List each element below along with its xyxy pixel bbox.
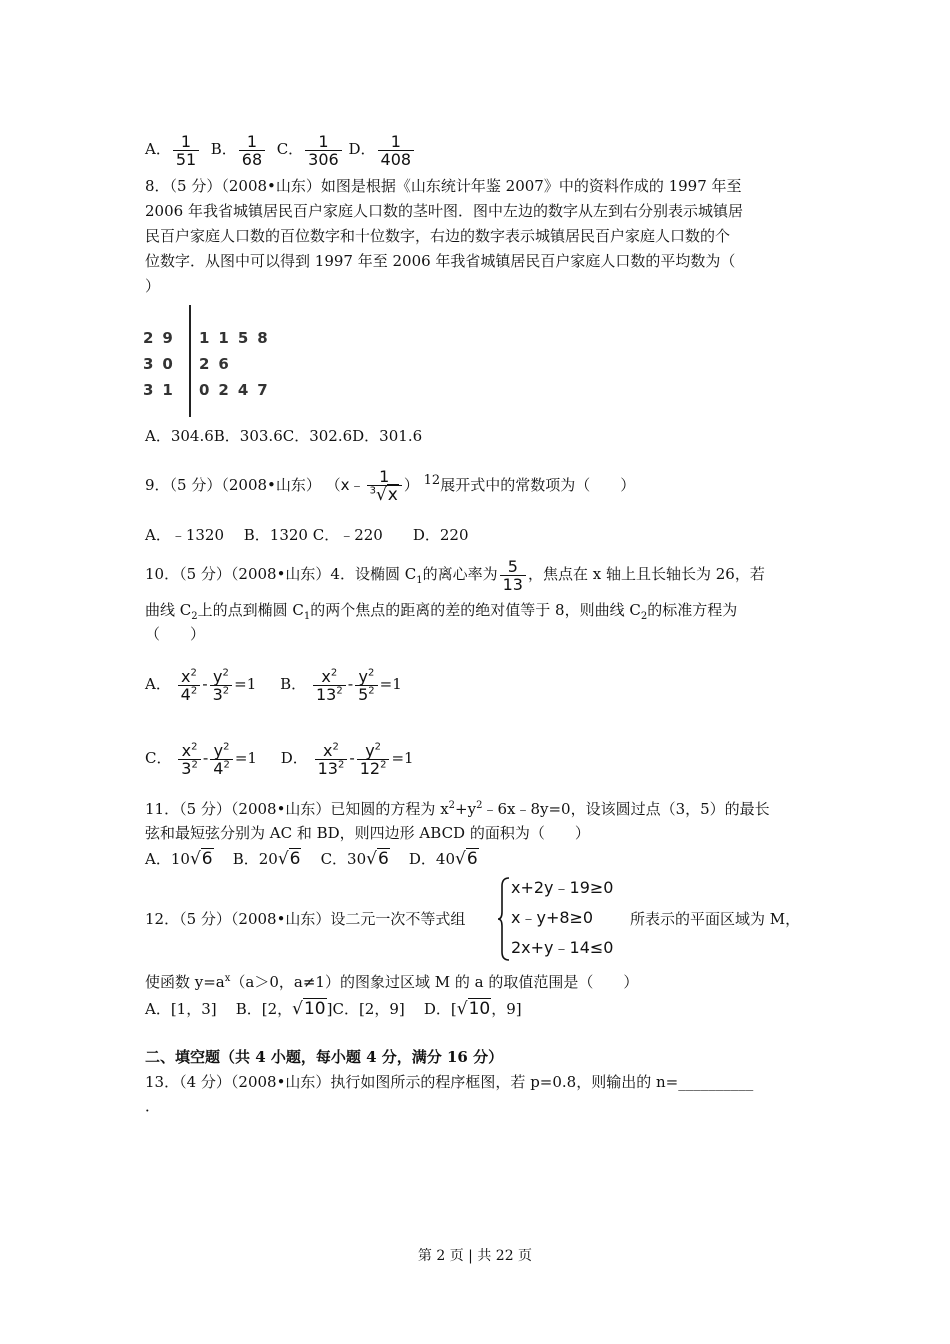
page-footer: 第 2 页 | 共 22 页: [417, 1248, 533, 1264]
root-index: 3: [369, 485, 376, 497]
q9-suffix: 展开式中的常数项为（ ）: [440, 476, 636, 494]
q9-fraction: $\frac{1}{^3√x}$: [367, 468, 402, 504]
option-c-term-2: $\frac{y^2}{4^2}$: [210, 742, 233, 777]
option-d-fraction: $\frac{1}{408}$: [378, 133, 415, 168]
q9-expr-open: （x﹣: [325, 476, 365, 494]
option-d-label: D．: [348, 140, 376, 158]
option-b-label: B．: [210, 140, 237, 158]
q8-options: A．304.6B．303.6C．302.6D．301.6: [145, 427, 423, 445]
q8-line-5: ）: [145, 277, 161, 295]
option-a-term-1: $\frac{x^2}{4^2}$: [178, 668, 201, 703]
stem-value: 30: [143, 355, 182, 373]
option-a-term-2: $\frac{y^2}{3^2}$: [210, 668, 233, 703]
q9-exponent: 12: [423, 473, 441, 488]
q9-line: [145, 462, 635, 508]
q8-line-4: 位数字．从图中可以得到 1997 年至 2006 年我省城镇居民百户家庭人口数的平均数为（: [145, 252, 736, 270]
option-b-term-1: $\frac{x^2}{13^2}$: [313, 668, 346, 703]
inequality-2: x﹣y+8≥0: [511, 908, 594, 927]
brace-icon: [497, 876, 511, 962]
q7-options: [145, 128, 416, 170]
inequality-3: 2x+y﹣14≤0: [511, 938, 614, 957]
option-a-fraction: $\frac{1}{51}$: [173, 133, 199, 168]
option-b-term-2: $\frac{y^2}{5^2}$: [355, 668, 378, 703]
q10-line-3: （ ）: [145, 625, 206, 643]
section-heading: 二、填空题（共 4 小题，每小题 4 分，满分 16 分）: [145, 1048, 504, 1066]
stem-value: 29: [143, 329, 182, 347]
stem-divider: [189, 305, 191, 417]
sqrt-icon: √6: [455, 849, 478, 869]
eccentricity-fraction: $\frac{5}{13}$: [500, 558, 526, 593]
stem-leaf-plot: [143, 305, 323, 417]
q12-options: A．[1，3] B．[2，√10]C．[2，9] D．[√10，9]: [145, 999, 522, 1019]
q10-line-1: 10．（5 分）（2008•山东）4．设椭圆 $C_1$的离心率为 $\frac{5}{13}$ ，焦点在 x 轴上且长轴长为 26，若: [145, 556, 765, 594]
q11-line-2: 弦和最短弦分别为 AC 和 BD，则四边形 ABCD 的面积为（ ）: [145, 824, 590, 842]
option-d-term-1: $\frac{x^2}{13^2}$: [315, 742, 348, 777]
sqrt-icon: √6: [366, 849, 389, 869]
option-c-term-1: $\frac{x^2}{3^2}$: [178, 742, 201, 777]
q9-prefix: 9．（5 分）（2008•山东）: [145, 476, 321, 494]
leaf-values: 26: [199, 355, 238, 373]
stem-row: [143, 355, 238, 373]
q8-line-2: 2006 年我省城镇居民百户家庭人口数的茎叶图．图中左边的数字从左到右分别表示城镇居: [145, 202, 743, 220]
stem-row: [143, 381, 277, 399]
q10-line-2: 曲线 $C_2$上的点到椭圆 $C_1$的两个焦点的距离的差的绝对值等于 8，则曲线 $C_2$的标准方程为: [145, 601, 738, 622]
q11-line-1: 11．（5 分）（2008•山东）已知圆的方程为 $x^2+y^2﹣6x﹣8y=0$，设该圆过点（3，5）的最长: [145, 800, 770, 818]
q8-line-3: 民百户家庭人口数的百位数字和十位数字，右边的数字表示城镇居民百户家庭人口数的个: [145, 227, 731, 245]
q10-options-cd: C． $\frac{x^2}{3^2}$ - $\frac{y^2}{4^2}$ =1 D． $\frac{x^2}{13^2}$ - $\frac{y^2}{12^2}$ =1: [145, 740, 414, 778]
q8-line-1: 8．（5 分）（2008•山东）如图是根据《山东统计年鉴 2007》中的资料作成的 1997 年至: [145, 177, 742, 195]
option-d-term-2: $\frac{y^2}{12^2}$: [357, 742, 390, 777]
option-b-fraction: $\frac{1}{68}$: [239, 133, 265, 168]
option-c-label: C．: [276, 140, 304, 158]
sqrt-icon: √6: [277, 849, 301, 869]
q10-options-ab: A． $\frac{x^2}{4^2}$ - $\frac{y^2}{3^2}$ =1 B． $\frac{x^2}{13^2}$ - $\frac{y^2}{5^2}$ =1: [145, 666, 402, 704]
leaf-values: 1158: [199, 329, 277, 347]
q13-line-1: 13．（4 分）（2008•山东）执行如图所示的程序框图，若 p=0.8，则输出的 n=__________: [145, 1073, 754, 1091]
q9-expr-close: ）: [403, 476, 419, 494]
leaf-values: 0247: [199, 381, 277, 399]
sqrt-icon: √x: [375, 485, 398, 505]
sqrt-icon: √6: [189, 849, 213, 869]
option-c-fraction: $\frac{1}{306}$: [305, 133, 342, 168]
q12-line-2: 使函数 $y=a^x(a>0$，a≠1）的图象过区域 M 的 a 的取值范围是（ ）: [145, 973, 639, 991]
q9-options: A．﹣1320 B．1320 C．﹣220 D．220: [145, 526, 469, 544]
q11-options: A．10√6 B．20√6 C．30√6 D．40√6: [145, 849, 478, 869]
sqrt-icon: √10: [292, 999, 326, 1019]
option-a-label: A．: [145, 140, 171, 158]
inequality-1: x+2y﹣19≥0: [511, 878, 614, 897]
stem-row: [143, 329, 277, 347]
q13-line-2: ．: [145, 1097, 161, 1115]
stem-value: 31: [143, 381, 182, 399]
sqrt-icon: √10: [456, 999, 491, 1019]
